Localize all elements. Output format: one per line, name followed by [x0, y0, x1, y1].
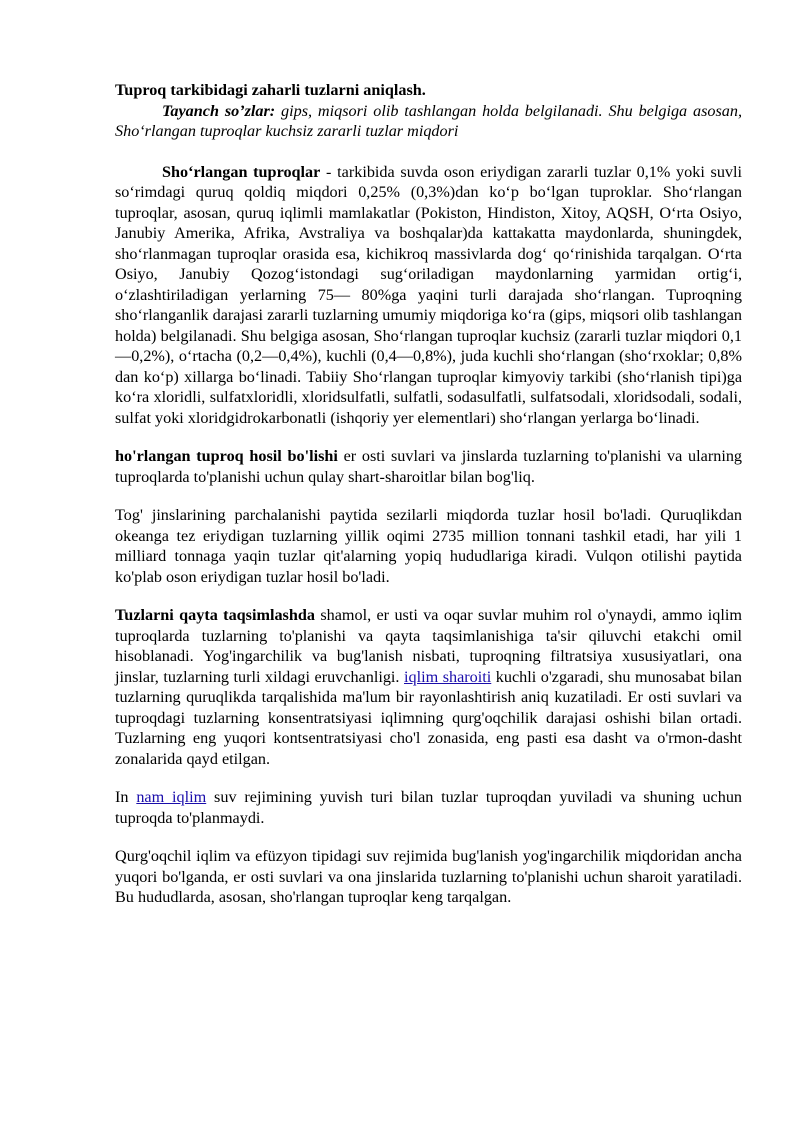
saline-soils-text: - tarkibida suvda oson eriydigan zararli tuzlar 0,1% yoki suvli so‘rimdagi quruq qoldiq miqdori 0,25% (0,3%)dan ko‘p bo‘lgan tuproklar. Sho‘rlangan tuproqlar, asosan, quruq iqlimli mamlakatlar (Pokiston, Hindiston, Xitoy, AQSH, O‘rta Osiyo, Janubiy Amerika, Afrika, Avstraliya va boshqalar)da kattakatta maydonlarda, shuningdek, sho‘rlanmagan tuproqlar orasida esa, kichikroq massivlarda dog‘ qo‘rinishida tarqalgan. O‘rta Osiyo, Janubiy Qozog‘istondagi sug‘oriladigan maydonlarning yarmidan ortig‘i, o‘zlashtiriladigan yerlarning 75— 80%ga yaqini turli darajada sho‘rlangan. Tuproqning sho‘rlanganlik darajasi zararli tuzlarning umumiy miqdoriga ko‘ra (gips, miqsori olib tashlangan holda) belgilanadi. Shu belgiga asosan, Sho‘rlangan tuproqlar kuchsiz (zararli tuzlar miqdori 0,1—0,2%), o‘rtacha (0,2—0,4%), kuchli (0,4—0,8%), juda kuchli sho‘rlangan (sho‘rxoklar; 0,8% dan ko‘p) xillarga bo‘linadi. Tabiiy Sho‘rlangan tuproqlar kimyoviy tarkibi (sho‘rlanish tipi)ga ko‘ra xloridli, sulfatxloridli, xloridsulfatli, sulfatli, sodasulfatli, sulfatsodali, xloridsodali, sodali, sulfat yoki xloridgidrokarbonatli (ishqoriy yer elementlari) sho‘rlangan yerlarga bo‘linadi. [115, 162, 743, 427]
arid-climate-paragraph: Qurg'oqchil iqlim va efüzyon tipidagi suv rejimida bug'lanish yog'ingarchilik miqdoridan ancha yuqori bo'lganda, er osti suvlari va ona jinslarida tuzlarning to'planishi uchun sharoit yaratiladi. Bu hududlarda, asosan, sho'rlangan tuproqlar keng tarqalgan. [115, 847, 742, 906]
humid-climate-text-a: In [115, 788, 137, 806]
humid-climate-link[interactable]: nam iqlim [136, 788, 207, 806]
saline-soils-paragraph [115, 162, 742, 429]
formation-text: er osti suvlari va jinslarda tuzlarning to'planishi va ularning tuproqlarda to'planishi uchun qulay shart-sharoitlar bilan bog'liq. [115, 447, 743, 486]
keywords-paragraph [115, 101, 742, 142]
climate-conditions-link[interactable]: iqlim sharoiti [404, 667, 492, 686]
humid-climate-paragraph [115, 787, 742, 828]
keywords-lead: Tayanch so’zlar: [162, 101, 276, 120]
document-title: Tuproq tarkibidagi zaharli tuzlarni aniqlash. [115, 81, 426, 99]
redistribution-text-b: kuchli o'zgaradi, shu munosabat bilan tuzlarning quruqlikda tarqalishida ma'lum bir rayonlashtirish aniq kuzatiladi. Er osti suvlari va tuproqdagi tuzlarning konsentratsiyasi iqlimning qurg'oqchilik darajasi oshishi bilan ortadi. Tuzlarning eng yuqori kontsentratsiyasi cho'l zonasida, eng pasti esa dasht va o'rmon-dasht zonalarida qayd etilgan. [115, 667, 743, 768]
document-page [115, 80, 742, 908]
formation-paragraph [115, 446, 742, 487]
humid-climate-text-b: suv rejimining yuvish turi bilan tuzlar tuproqdan yuviladi va shuning uchun tuproqda to'planmaydi. [115, 788, 743, 827]
rock-weathering-paragraph: Tog' jinslarining parchalanishi paytida sezilarli miqdorda tuzlar hosil bo'ladi. Quruqlikdan okeanga tez eriydigan tuzlarning yillik oqimi 2735 million tonnani tashkil etadi, har yili 1 milliard tonnaga yaqin tuzlar qit'alarning yopiq hududlariga kiradi. Vulqon otilishi paytida ko'plab oson eriydigan tuzlar hosil bo'ladi. [115, 506, 742, 586]
redistribution-text-a: shamol, er usti va oqar suvlar muhim rol o'ynaydi, ammo iqlim tuproqlarda tuzlarning to'planishi va qayta taqsimlanishiga ta'sir qiluvchi etakchi omil hisoblanadi. Yog'ingarchilik va bug'lanish nisbati, tuproqning filtratsiya xususiyatlari, ona jinslar, tuzlarning turli xildagi eruvchanligi. [115, 606, 742, 686]
redistribution-term: Tuzlarni qayta taqsimlashda [115, 606, 315, 624]
redistribution-paragraph [115, 605, 742, 769]
keywords-text: gips, miqsori olib tashlangan holda belgilanadi. Shu belgiga asosan, Sho‘rlangan tuproqlar kuchsiz zararli tuzlar miqdori [115, 101, 743, 140]
formation-term: ho'rlangan tuproq hosil bo'lishi [115, 447, 338, 465]
saline-soils-term: Sho‘rlangan tuproqlar [162, 162, 321, 181]
